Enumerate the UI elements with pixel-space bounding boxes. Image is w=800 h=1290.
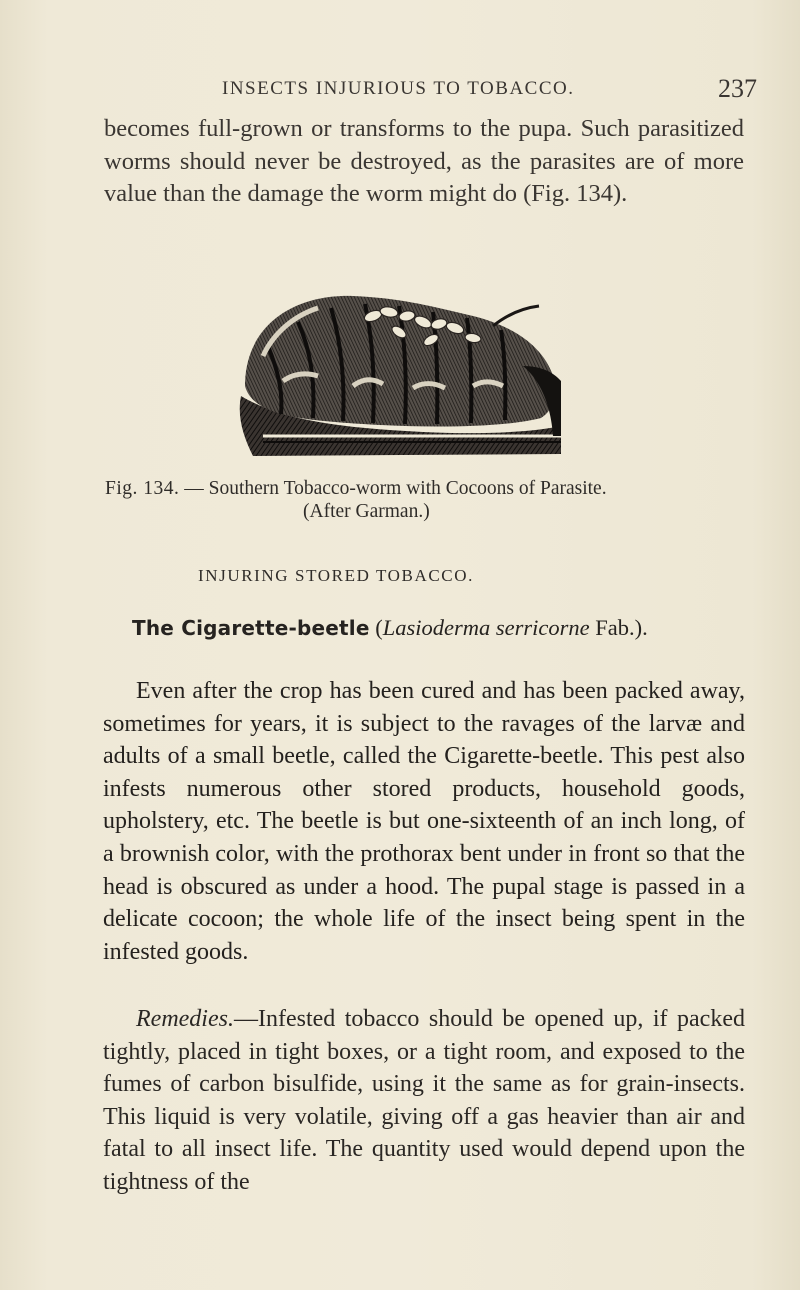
paragraph-intro: becomes full-grown or transforms to the pupa. Such parasitized worms should never be destroyed, as the parasites are of more value than the damage the worm might do (Fig. 134). [104, 115, 744, 207]
figure-134-illustration [223, 286, 565, 462]
caption-dash: — [179, 478, 209, 499]
subheading-author: Fab.). [589, 615, 648, 640]
paragraph-remedies [103, 1003, 745, 1199]
subheading-cigarette-beetle [132, 615, 648, 641]
tobacco-worm-engraving [223, 286, 565, 462]
running-head [0, 74, 800, 108]
running-title: INSECTS INJURIOUS TO TOBACCO. [222, 78, 575, 99]
figure-label: Fig. 134. [105, 478, 180, 499]
tail-horn [493, 306, 539, 326]
remedies-label: Remedies. [136, 1006, 234, 1032]
section-heading: INJURING STORED TOBACCO. [198, 566, 474, 585]
page-number: 237 [718, 74, 757, 103]
remedies-text: —Infested tobacco should be opened up, if packed tightly, placed in tight boxes, or a tight room, and exposed to the fumes of carbon bisulfide, using it the same as for grain-insects. This liquid is very volatile, giving off a gas heavier than air and fatal to all insect life. The quantity used would depend upon the tightness of the [103, 1006, 745, 1195]
paragraph-cigarette-beetle: Even after the crop has been cured and has been packed away, sometimes for years, it is subject to the ravages of the larvæ and adults of a small beetle, called the Cigarette-beetle. This pest also infests numerous other stored products, household goods, upholstery, etc. The beetle is but one-sixteenth of an inch long, of a brownish color, with the prothorax bent under in front so that the head is obscured as under a hood. The pupal stage is passed in a delicate cocoon; the whole life of the insect being spent in the infested goods. [103, 678, 745, 965]
caption-text: Southern Tobacco-worm with Cocoons of Parasite. [208, 478, 607, 499]
scientific-name: Lasioderma serricorne [382, 615, 590, 640]
subheading-open-paren: ( [369, 615, 383, 640]
subheading-title: The Cigarette-beetle [132, 616, 370, 640]
caption-credit: (After Garman.) [303, 501, 430, 522]
figure-caption [105, 477, 745, 523]
